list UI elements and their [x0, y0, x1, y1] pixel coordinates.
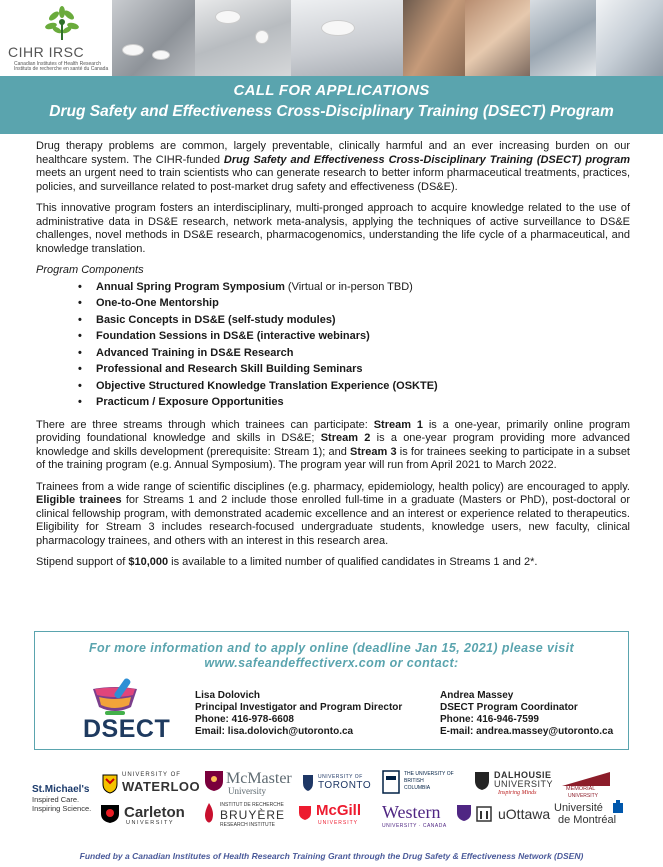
banner-title: CALL FOR APPLICATIONS	[233, 82, 430, 99]
western-logo: Western UNIVERSITY · CANADA	[382, 802, 447, 829]
banner-subtitle: Drug Safety and Effectiveness Cross-Disciplinary Training (DSECT) Program	[49, 103, 614, 120]
stream-2-label: Stream 2	[320, 432, 371, 444]
cihr-sub-fr: Instituts de recherche en santé du Canada	[14, 66, 109, 72]
montreal-logo: Université de Montréal	[554, 802, 616, 826]
components-list	[78, 279, 630, 411]
contact-role: Principal Investigator and Program Director	[195, 702, 403, 713]
contact-heading	[35, 632, 628, 671]
stmichaels-logo: St.Michael's Inspired Care. Inspiring Science.	[32, 784, 92, 813]
dsect-logo	[75, 675, 171, 743]
intro-text-a: Drug therapy problems are common, largely preventable, clinically harmful and an ever increasing burden on our healthcare system. The CIHR-funded	[36, 140, 630, 166]
crest-icon	[204, 770, 224, 792]
list-item: • Objective Structured Knowledge Translation Experience (OSKTE)	[78, 378, 630, 395]
cihr-logo-subtext	[14, 62, 110, 72]
contact-lisa	[195, 690, 402, 738]
building-icon	[476, 806, 492, 822]
contact-andrea	[440, 690, 613, 738]
photo-lab	[596, 0, 663, 76]
photo-rx-pad	[291, 0, 403, 76]
crest-icon	[382, 770, 400, 794]
partner-logos: St.Michael's Inspired Care. Inspiring Science. UNIVERSITY OF WATERLOO McMaster University UNIVERSITY OF TORONTO THE UNIVERSITY OF BRITISH COLUMBIA DALHOUSIE UNIVERSITY Inspiring Minds MEMORIAL UNIVERSITY Carleton UNIVERSITY INSTITUT DE RECHERCHE BRUYÈRE RESEARCH INSTITUTE McGill UNIVERSITY Western UNIVERSITY · CANADA uOttawa Université de Montréal	[30, 766, 635, 836]
header-strip	[0, 0, 663, 76]
photo-scientist	[530, 0, 596, 76]
contact-email[interactable]: Email: lisa.dolovich@utoronto.ca	[195, 726, 354, 737]
components-title: Program Components	[36, 264, 144, 276]
streams-paragraph: There are three streams through which trainees can participate: Stream 1 is a one-year, primarily online program providing foundational knowledge and skills in DS&E; Stream 2 is a one-year program providing more advanced knowledge and skills development (prerequisite: Stream 1); and Stream 3 is for trainees seeking to participate in a subset of the training program (e.g. Annual Symposium). The program year will run from April 2021 to March 2022.	[36, 418, 630, 471]
mortar-pestle-icon	[75, 675, 155, 719]
flame-icon	[202, 802, 216, 826]
contact-name: Andrea Massey	[440, 690, 514, 701]
contact-phone: Phone: 416-978-6608	[195, 714, 294, 725]
crest-icon	[456, 804, 472, 822]
eligible-trainees-label: Eligible trainees	[36, 494, 122, 506]
cihr-sub-en: Canadian Institutes of Health Research	[14, 61, 101, 67]
list-item: • Advanced Training in DS&E Research	[78, 345, 630, 362]
photo-patients	[465, 0, 530, 76]
crest-icon	[302, 774, 314, 792]
main-content	[36, 140, 630, 578]
contact-box	[34, 631, 629, 750]
contact-name: Lisa Dolovich	[195, 690, 261, 701]
approach-paragraph: This innovative program fosters an interdisciplinary, multi-pronged approach to acquire knowledge related to the use of administrative data in DS&E research, network meta-analysis, applying the techniques of active surveillance to DS&E challenges, novel methods in DS&E research, pharmacogenomics, understanding the life cycle of a pharmaceutical, and knowledge translation.	[36, 202, 630, 255]
cihr-logo	[0, 0, 112, 76]
intro-paragraph	[36, 140, 630, 194]
title-banner	[0, 76, 663, 134]
intro-text-c: meets an urgent need to train scientists who can generate research to better inform pharmaceutical treatments, practices, policies, and surveillance related to post-market drug safety and effectiveness (DS&E).	[36, 167, 630, 193]
website-link[interactable]: www.safeandeffectiverx.com or contact:	[204, 656, 459, 670]
photo-pills	[112, 0, 195, 76]
contact-email[interactable]: E-mail: andrea.massey@utoronto.ca	[440, 726, 614, 737]
cihr-logo-text: CIHR IRSC	[8, 44, 85, 60]
crest-icon	[474, 771, 490, 791]
program-name-emphasis: Drug Safety and Effectiveness Cross-Disciplinary Training (DSECT) program	[223, 153, 630, 166]
contact-phone: Phone: 416-946-7599	[440, 714, 539, 725]
list-item: • One-to-One Mentorship	[78, 295, 630, 312]
stipend-paragraph: Stipend support of $10,000 is available to a limited number of qualified candidates in Streams 1 and 2*.	[36, 556, 538, 568]
list-item: • Professional and Research Skill Building Seminars	[78, 361, 630, 378]
shield-icon	[100, 804, 120, 824]
photo-prescription	[195, 0, 291, 76]
dsect-logo-text: DSECT	[83, 715, 171, 743]
stream-3-label: Stream 3	[350, 445, 397, 458]
crest-icon	[298, 805, 312, 821]
eligibility-paragraph: Trainees from a wide range of scientific disciplines (e.g. pharmacy, epidemiology, health policy) are encouraged to apply. Eligible trainees for Streams 1 and 2 include those enrolled full-time in a graduate (Masters or PhD), post-doctoral or clinical fellowship program, with demonstrated academic excellence and an interest or experience related to therapeutics. Eligibility for Stream 3 includes research-focused undergraduate students, knowledge users, new faculty, clinical pharmacology trainees, and others with an interest in this research area.	[36, 480, 630, 547]
list-item: • Foundation Sessions in DS&E (interactive webinars)	[78, 328, 630, 345]
stream-1-label: Stream 1	[373, 418, 423, 431]
maple-leaf-icon	[42, 6, 82, 44]
list-item: • Annual Spring Program Symposium (Virtual or in-person TBD)	[78, 279, 630, 296]
building-icon	[612, 800, 624, 814]
shield-icon	[102, 774, 118, 794]
photo-pharmacist	[403, 0, 465, 76]
contact-role: DSECT Program Coordinator	[440, 702, 578, 713]
stipend-amount: $10,000	[128, 556, 169, 568]
list-item: • Basic Concepts in DS&E (self-study modules)	[78, 312, 630, 329]
list-item: • Practicum / Exposure Opportunities	[78, 394, 630, 411]
contact-heading-line1: For more information and to apply online (deadline Jan 15, 2021) please visit	[88, 641, 575, 655]
funding-footer: Funded by a Canadian Institutes of Health Research Training Grant through the Drug Safety & Effectiveness Network (DSEN)	[79, 851, 584, 861]
